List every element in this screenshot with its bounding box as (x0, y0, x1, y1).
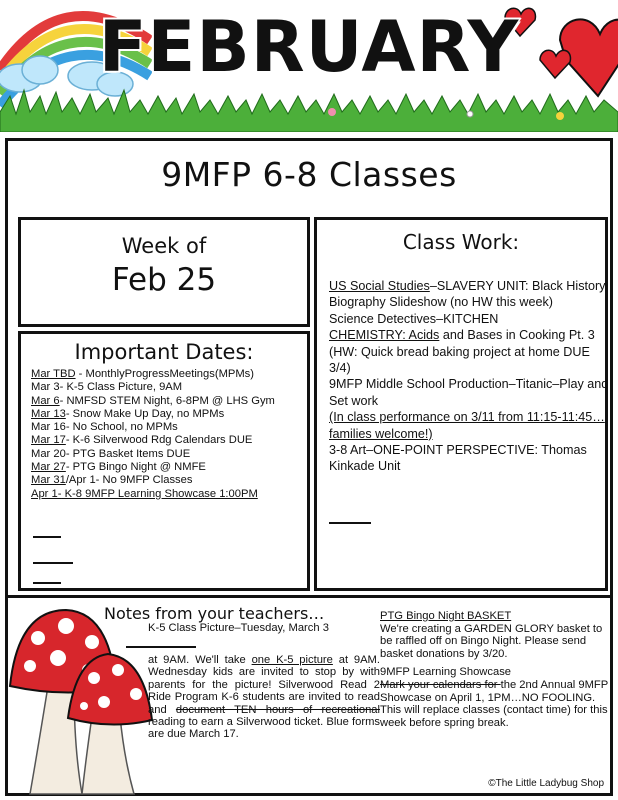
date-item (31, 474, 307, 487)
social-studies-entry (329, 278, 609, 311)
february-banner (0, 0, 618, 132)
science-text: and Bases in Cooking Pt. 3 (HW: Quick bread baking project at home DUE 3/4) (329, 328, 595, 376)
blank-line (126, 646, 196, 648)
date-text: - K-6 Silverwood Rdg Calendars DUE (65, 434, 253, 447)
production-entry: 9MFP Middle School Production–Titanic–Play and Set work (329, 377, 609, 408)
date-item (31, 488, 307, 501)
performance-entry: (In class performance on 3/11 from 11:15-11:45…families welcome!) (329, 410, 605, 441)
date-key: Mar 13 (31, 407, 66, 420)
blank-line (33, 562, 73, 564)
showcase-title: 9MFP Learning Showcase (380, 666, 512, 679)
art-entry: 3-8 Art–ONE-POINT PERSPECTIVE: Thomas Kinkade Unit (329, 443, 587, 474)
date-key: Apr 1- (31, 487, 62, 500)
science-entry (329, 327, 609, 376)
showcase-strike: Mark your calendars for (380, 678, 501, 691)
date-text: - No School, no MPMs (65, 421, 178, 434)
important-dates-heading: Important Dates: (74, 340, 254, 364)
grass-icon (0, 90, 618, 132)
page-title: 9MFP 6-8 Classes (161, 155, 457, 194)
date-item (31, 368, 307, 381)
date-key: Mar 6 (31, 394, 60, 407)
date-key: Mar 20 (31, 447, 66, 460)
class-work-heading: Class Work: (402, 230, 520, 254)
week-box (18, 217, 310, 327)
copyright-text: ©The Little Ladybug Shop (488, 778, 604, 789)
bingo-basket-title: PTG Bingo Night BASKET (380, 610, 512, 622)
silverwood-note-b: reading to earn a Silverwood ticket. Blue forms are due March 17. (148, 716, 380, 741)
teacher-notes-box (8, 595, 610, 793)
mushroom-icon (8, 598, 158, 796)
notes-right-column (380, 610, 610, 729)
important-dates-box (18, 331, 310, 591)
date-text: - PTG Basket Items DUE (65, 447, 191, 460)
date-text: K-8 9MFP Learning Showcase 1:00PM (61, 487, 258, 500)
date-item (31, 421, 307, 434)
notes-left-body (148, 654, 380, 741)
silverwood-note-a: Silverwood Read 2 Ride Program K-6 students are invited to read and (148, 678, 381, 716)
date-key: Mar 27 (31, 461, 66, 474)
date-item (31, 408, 307, 421)
social-studies-label: US Social Studies (329, 279, 430, 293)
date-text: /Apr 1- No 9MFP Classes (65, 474, 193, 487)
social-studies-text: –SLAVERY UNIT: Black History Biography Slideshow (no HW this week) (329, 279, 606, 310)
date-text: - Snow Make Up Day, no MPMs (65, 407, 225, 420)
date-item (31, 381, 307, 394)
week-label: Week of (121, 234, 207, 258)
week-date: Feb 25 (111, 262, 217, 298)
showcase-body: the 2nd Annual 9MFP Showcase on April 1, 1PM…NO FOOLING. This will replace classes (contact time) for this week before spring break. (380, 678, 609, 729)
class-work-body (329, 278, 609, 475)
showcase-text (380, 679, 610, 729)
science-line: Science Detectives–KITCHEN (329, 311, 499, 326)
bingo-basket-text: We're creating a GARDEN GLORY basket to be raffled off on Bingo Night. Please send basket donations by 3/20. (380, 622, 603, 660)
date-text: - NMFSD STEM Night, 6-8PM @ LHS Gym (59, 394, 275, 407)
banner-title: FEBRUARY (98, 6, 520, 88)
date-text: - MonthlyProgressMeetings(MPMs) (75, 368, 254, 380)
class-work-box (314, 217, 608, 591)
blank-line (33, 536, 61, 538)
k5-note-a: at 9AM. We'll take (148, 654, 252, 666)
date-key: Mar 16 (31, 421, 66, 434)
science-label: CHEMISTRY: Acids (329, 328, 440, 343)
k5-note-b: at 9AM. Wednesday kids are invited to stop by with parents for the picture! (148, 654, 380, 691)
date-item (31, 461, 307, 474)
date-key: Mar 3 (31, 381, 60, 394)
date-text: - PTG Bingo Night @ NMFE (65, 461, 206, 474)
date-key: Mar 31 (31, 474, 66, 487)
date-item (31, 395, 307, 408)
date-key: Mar TBD (31, 368, 76, 380)
date-key: Mar 17 (31, 434, 66, 447)
notes-heading: Notes from your teachers… (104, 604, 325, 623)
important-dates-list (31, 368, 307, 501)
newsletter-frame (5, 138, 613, 796)
k5-note-u: one K-5 picture (251, 654, 333, 666)
silverwood-note-s: document TEN hours of recreational (175, 703, 380, 716)
blank-line (33, 582, 61, 584)
blank-line (329, 522, 371, 524)
date-item (31, 448, 307, 461)
date-text: - K-5 Class Picture, 9AM (59, 381, 183, 394)
k5-picture-subheading: K-5 Class Picture–Tuesday, March 3 (148, 622, 329, 634)
date-item (31, 434, 307, 447)
